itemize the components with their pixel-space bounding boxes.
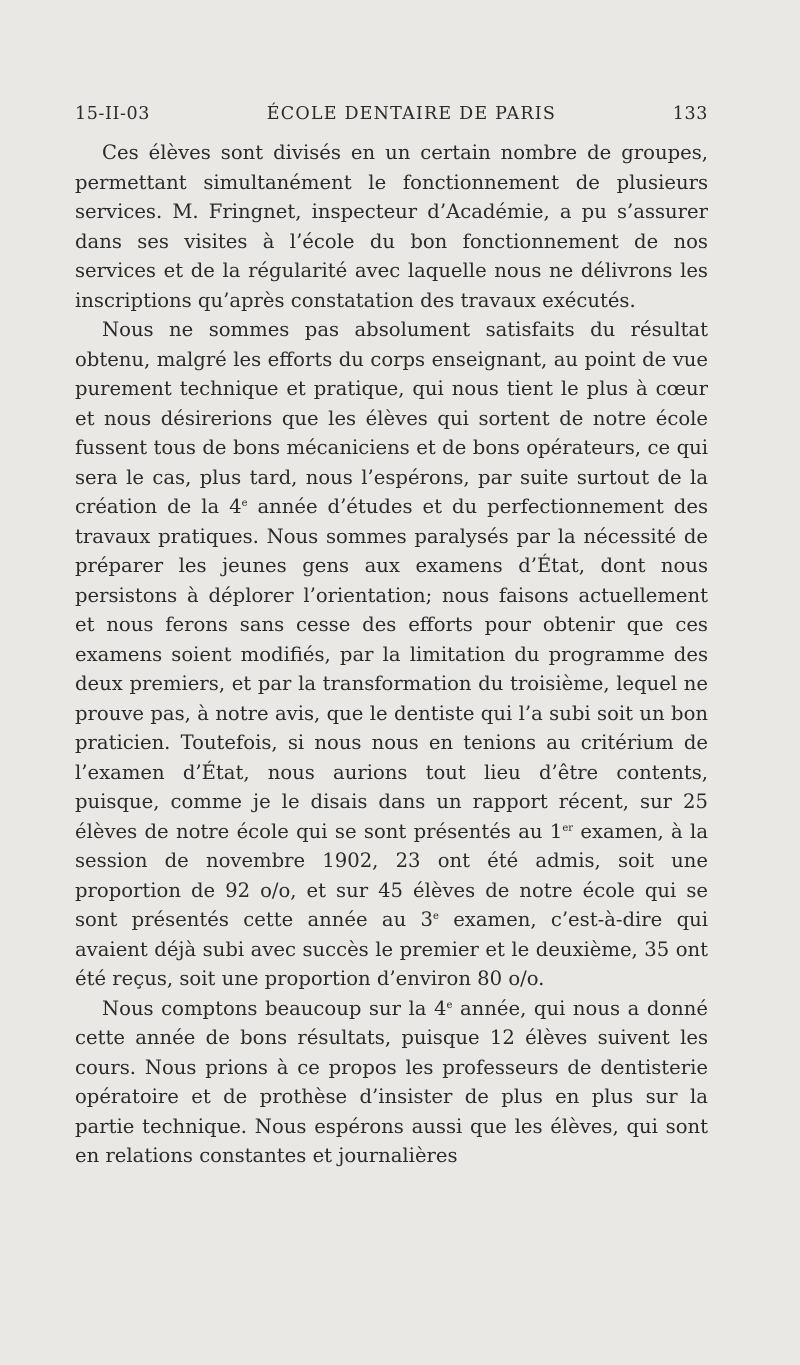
paragraph-text: examen, à la session de novembre 1902, 23 ont été admis, soit une proportion de 92 o/o, et sur 45 élèves de notre école qui se sont présentés cette année au 3 xyxy=(75,819,709,931)
header-title: ÉCOLE DENTAIRE DE PARIS xyxy=(266,104,557,124)
header-date: 15-II-03 xyxy=(75,104,150,124)
paragraph-1 xyxy=(75,138,708,315)
paragraph-text: Ces élèves sont divisés en un certain nombre de groupes, permettant simultanément le fonctionnement de plusieurs services. M. Fringnet, inspecteur d’Académie, a pu s’assurer dans ses visites à l’école du bon fonctionnement de nos services et de la régularité avec laquelle nous ne délivrons les inscriptions qu’après constatation des travaux exécutés. xyxy=(75,141,708,312)
ordinal-superscript: e xyxy=(432,911,439,922)
paragraph-3 xyxy=(75,994,708,1171)
paragraph-2 xyxy=(75,315,708,994)
paragraph-text: examen, c’est-à-dire qui avaient déjà subi avec succès le premier et le deuxième, 35 ont été reçus, soit une proportion d’environ 80 o/o. xyxy=(75,908,709,990)
ordinal-superscript: er xyxy=(562,822,574,834)
body-text xyxy=(75,138,708,1171)
paragraph-text: Nous ne sommes pas absolument satisfaits du résultat obtenu, malgré les efforts du corps enseignant, au point de vue purement technique et pratique, qui nous tient le plus à cœur et nous désirerions que les élèves qui sortent de notre école fussent tous de bons mécaniciens et de bons opérateurs, ce qui sera le cas, plus tard, nous l’espérons, par suite surtout de la création de la 4 xyxy=(75,318,708,518)
running-header xyxy=(75,99,708,129)
paragraph-text: année, qui nous a donné cette année de bons résultats, puisque 12 élèves suivent les cours. Nous prions à ce propos les professeurs de dentisterie opératoire et de prothèse d’insister de plus en plus sur la partie technique. Nous espérons aussi que les élèves, qui sont en relations constantes et journalières xyxy=(75,996,708,1167)
ordinal-superscript: e xyxy=(446,999,453,1011)
paragraph-text: Nous comptons beaucoup sur la 4 xyxy=(102,996,447,1020)
ordinal-superscript: e xyxy=(241,498,248,509)
page-number: 133 xyxy=(672,104,708,124)
paragraph-text: année d’études et du perfectionnement des travaux pratiques. Nous sommes paralysés par la nécessité de préparer les jeunes gens aux examens d’État, dont nous persistons à déplorer l’orientation; nous faisons actuellement et nous ferons sans cesse des efforts pour obtenir que ces examens soient modifiés, par la limitation du programme des deux premiers, et par la transformation du troisième, lequel ne prouve pas, à notre avis, que le dentiste qui l’a subi soit un bon praticien. Toutefois, si nous nous en tenions au critérium de l’examen d’État, nous aurions tout lieu d’être contents, puisque, comme je le disais dans un rapport récent, sur 25 élèves de notre école qui se sont présentés au 1 xyxy=(75,495,708,843)
